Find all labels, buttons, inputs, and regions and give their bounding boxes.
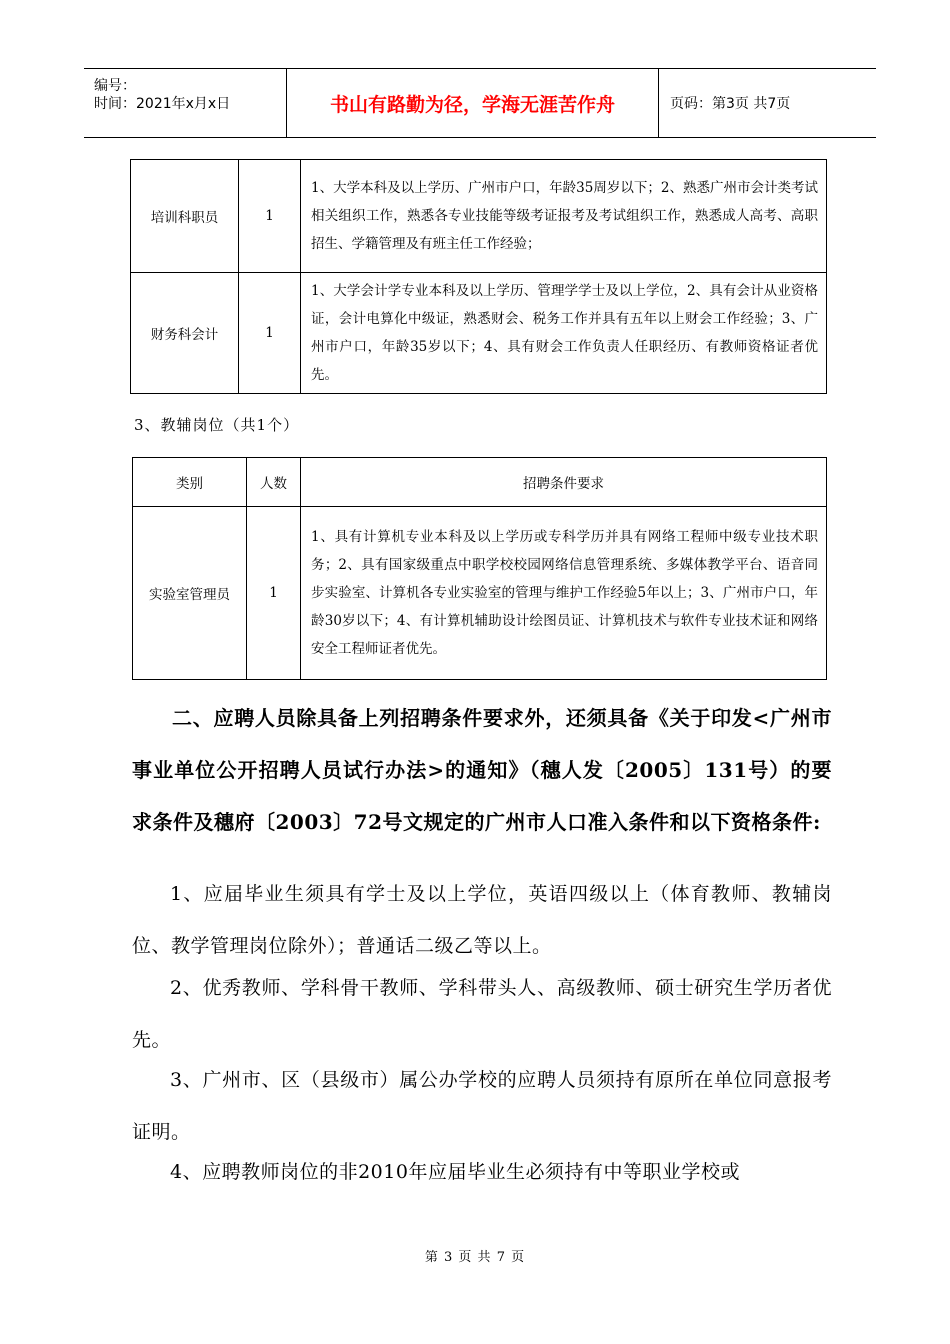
header-motto: 书山有路勤为径，学海无涯苦作舟 xyxy=(287,69,659,137)
page-header xyxy=(84,68,876,138)
positions-table-continued xyxy=(130,159,827,394)
paragraph-item-4: 4、应聘教师岗位的非2010年应届毕业生必须持有中等职业学校或 xyxy=(170,1161,740,1183)
table-cell-count: 1 xyxy=(247,507,301,680)
header-meta xyxy=(84,69,287,137)
section-title: 3、教辅岗位（共1个） xyxy=(134,416,300,434)
teaching-support-table xyxy=(132,457,827,680)
table-row xyxy=(131,273,827,394)
table-cell-category: 实验室管理员 xyxy=(133,507,247,680)
date-label: 时间：2021年x月x日 xyxy=(94,96,231,112)
table-row xyxy=(133,507,827,680)
table-cell-category: 培训科职员 xyxy=(131,160,239,273)
paragraph-item-1: 1、应届毕业生须具有学士及以上学位，英语四级以上（体育教师、教辅岗位、教学管理岗位除外）；普通话二级乙等以上。 xyxy=(132,883,832,957)
paragraph-item-3: 3、广州市、区（县级市）属公办学校的应聘人员须持有原所在单位同意报考证明。 xyxy=(132,1069,832,1143)
page-footer: 第 3 页 共 7 页 xyxy=(424,1250,526,1265)
table-cell-count: 1 xyxy=(239,273,301,394)
column-header: 类别 xyxy=(133,458,247,507)
column-header: 招聘条件要求 xyxy=(301,458,827,507)
number-label: 编号： xyxy=(94,78,136,94)
paragraph-qualifications-intro: 二、应聘人员除具备上列招聘条件要求外，还须具备《关于印发<广州市事业单位公开招聘人员试行办法>的通知》（穗人发〔2005〕131号）的要求条件及穗府〔2003〕72号文规定的广州市人口准入条件和以下资格条件: xyxy=(132,706,832,834)
paragraph-item-2: 2、优秀教师、学科骨干教师、学科带头人、高级教师、硕士研究生学历者优先。 xyxy=(132,977,832,1051)
table-cell-category: 财务科会计 xyxy=(131,273,239,394)
table-header-row xyxy=(133,458,827,507)
column-header: 人数 xyxy=(247,458,301,507)
table-cell-requirements: 1、大学本科及以上学历、广州市户口，年龄35周岁以下；2、熟悉广州市会计类考试相关组织工作，熟悉各专业技能等级考证报考及考试组织工作，熟悉成人高考、高职招生、学籍管理及有班主任工作经验； xyxy=(301,160,827,273)
header-page-label: 页码：第3页 共7页 xyxy=(670,96,791,112)
table-row xyxy=(131,160,827,273)
table-cell-count: 1 xyxy=(239,160,301,273)
table-cell-requirements: 1、具有计算机专业本科及以上学历或专科学历并具有网络工程师中级专业技术职务；2、具有国家级重点中职学校校园网络信息管理系统、多媒体教学平台、语音同步实验室、计算机各专业实验室的管理与维护工作经验5年以上；3、广州市户口，年龄30岁以下；4、有计算机辅助设计绘图员证、计算机技术与软件专业技术证和网络安全工程师证者优先。 xyxy=(301,507,827,680)
table-cell-requirements: 1、大学会计学专业本科及以上学历、管理学学士及以上学位，2、具有会计从业资格证，会计电算化中级证，熟悉财会、税务工作并具有五年以上财会工作经验；3、广州市户口，年龄35岁以下；4、具有财会工作负责人任职经历、有教师资格证者优先。 xyxy=(301,273,827,394)
